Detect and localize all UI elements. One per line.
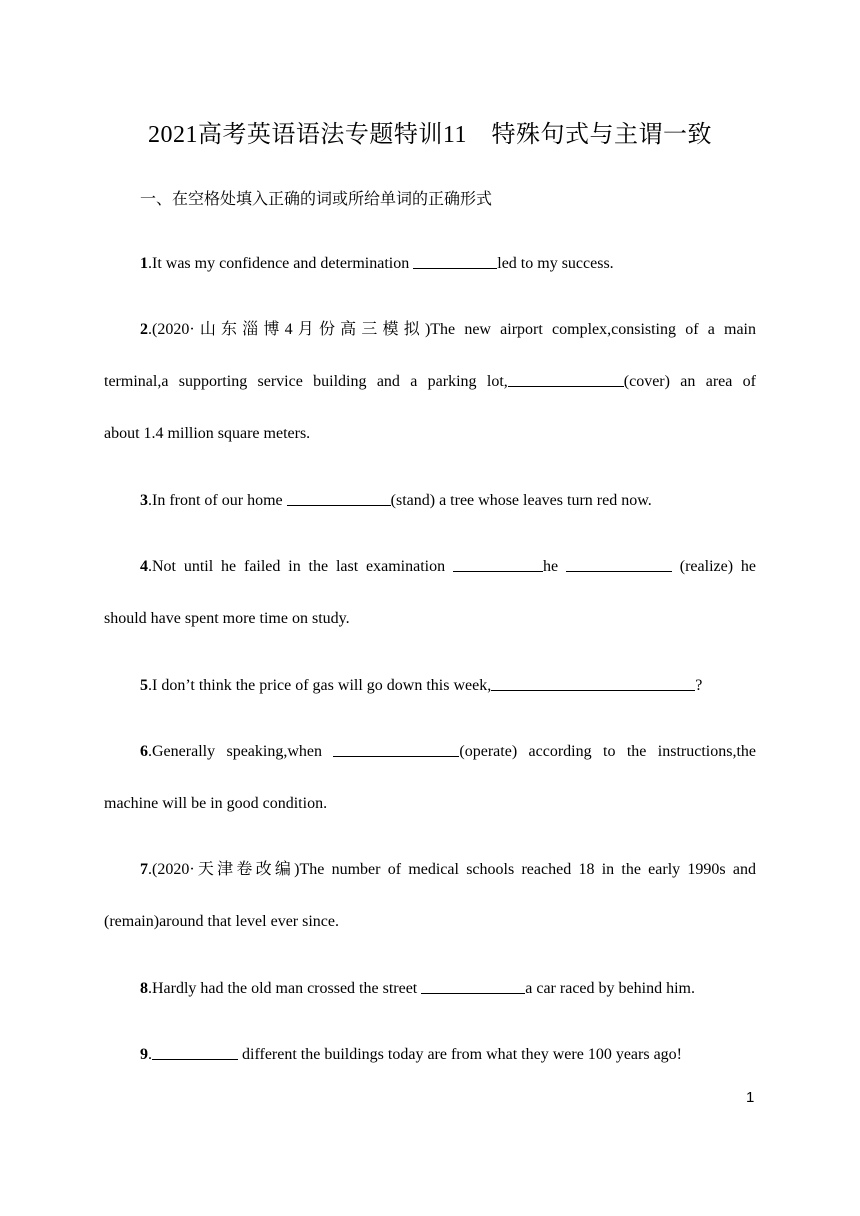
answer-blank[interactable] bbox=[333, 740, 459, 757]
question-text: (cover) an area of bbox=[623, 373, 756, 390]
question-text: ? bbox=[695, 677, 703, 694]
question-6: 6.Generally speaking,when (operate) according to the instructions,the machine will be in good condition. bbox=[104, 740, 756, 816]
answer-blank[interactable] bbox=[152, 1043, 238, 1060]
question-text: (operate) according to the instructions,the bbox=[459, 743, 757, 760]
question-5: 5.I don’t think the price of gas will go down this week, ? bbox=[104, 674, 756, 698]
question-text: Not until he failed in the last examination bbox=[152, 558, 453, 575]
question-text: terminal,a supporting service building and a parking lot, bbox=[104, 373, 508, 390]
question-number: 9 bbox=[140, 1046, 148, 1063]
question-text: It was my confidence and determination bbox=[152, 255, 414, 272]
question-text: a car raced by behind him. bbox=[525, 980, 695, 997]
question-text: (stand) a tree whose leaves turn red now. bbox=[390, 492, 652, 509]
question-text: he bbox=[542, 558, 566, 575]
question-number: 4 bbox=[140, 558, 148, 575]
answer-blank[interactable] bbox=[508, 370, 624, 387]
question-number: 5 bbox=[140, 677, 148, 694]
question-text: different the buildings today are from what they were 100 years ago! bbox=[238, 1046, 682, 1063]
question-text: Hardly had the old man crossed the street bbox=[152, 980, 422, 997]
question-4: 4.Not until he failed in the last examination he (realize) he should have spent more time on study. bbox=[104, 555, 756, 631]
question-3: 3.In front of our home (stand) a tree whose leaves turn red now. bbox=[104, 489, 756, 513]
answer-blank[interactable] bbox=[421, 977, 525, 994]
question-text: (2020·天津卷改编)The number of medical schools reached 18 in the early 1990s and bbox=[152, 861, 756, 878]
question-number: 2 bbox=[140, 321, 148, 338]
question-text: Generally speaking,when bbox=[152, 743, 334, 760]
question-text: I don’t think the price of gas will go down this week, bbox=[152, 677, 492, 694]
question-number: 7 bbox=[140, 861, 148, 878]
question-text: about 1.4 million square meters. bbox=[104, 425, 311, 442]
question-9: 9. different the buildings today are from what they were 100 years ago! bbox=[104, 1043, 756, 1067]
question-number: 1 bbox=[140, 255, 148, 272]
question-text: (realize) he bbox=[679, 558, 756, 575]
question-8: 8.Hardly had the old man crossed the street a car raced by behind him. bbox=[104, 977, 756, 1001]
document-title: 2021高考英语语法专题特训11 特殊句式与主谓一致 bbox=[147, 122, 713, 148]
page-number: 1 bbox=[746, 1089, 755, 1106]
question-text: machine will be in good condition. bbox=[104, 795, 328, 812]
question-number: 3 bbox=[140, 492, 148, 509]
question-text: should have spent more time on study. bbox=[104, 610, 350, 627]
question-text: In front of our home bbox=[152, 492, 287, 509]
question-number: 8 bbox=[140, 980, 148, 997]
question-text: (2020·山东淄博4月份高三模拟)The new airport complex,consisting of a main bbox=[152, 321, 756, 338]
section-heading: 一、在空格处填入正确的词或所给单词的正确形式 bbox=[140, 191, 493, 208]
answer-blank[interactable] bbox=[491, 674, 695, 691]
question-1: 1.It was my confidence and determination led to my success. bbox=[104, 252, 756, 276]
answer-blank[interactable] bbox=[413, 252, 497, 269]
question-text: led to my success. bbox=[497, 255, 614, 272]
answer-blank[interactable] bbox=[566, 555, 672, 572]
answer-blank[interactable] bbox=[453, 555, 543, 572]
question-2: 2.(2020·山东淄博4月份高三模拟)The new airport complex,consisting of a main terminal,a supporting service building and a parking lot, (cover) an area of about 1.4 million square meters. bbox=[104, 321, 756, 442]
question-7: 7.(2020·天津卷改编)The number of medical schools reached 18 in the early 1990s and (remain)around that level ever since. bbox=[104, 861, 756, 930]
question-text: (remain)around that level ever since. bbox=[104, 913, 339, 930]
answer-blank[interactable] bbox=[287, 489, 391, 506]
question-number: 6 bbox=[140, 743, 148, 760]
